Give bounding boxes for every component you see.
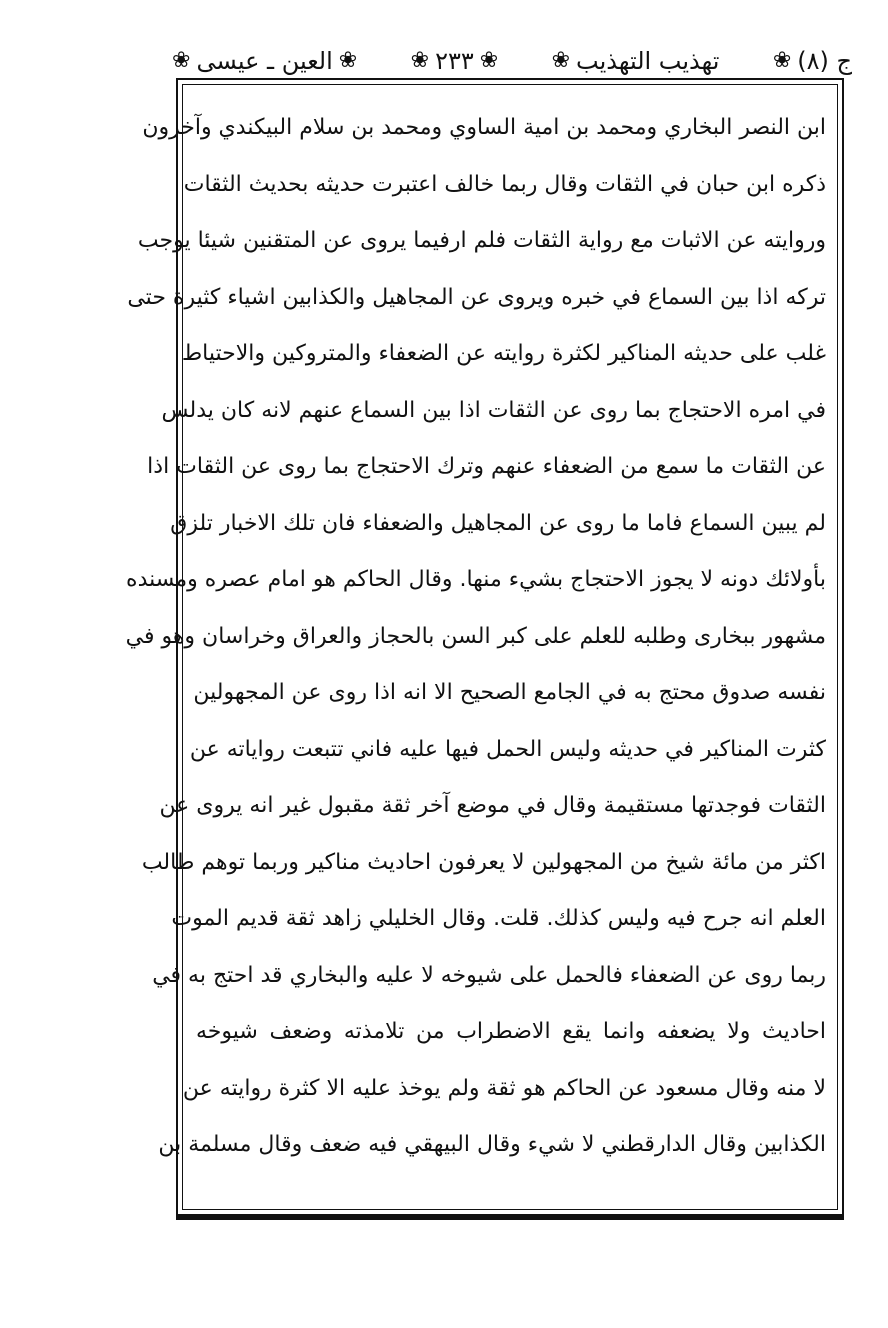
text-line: لا منه وقال مسعود عن الحاكم هو ثقة ولم يوخذ عليه الا كثرة روايته عن bbox=[182, 1075, 826, 1101]
text-line: العلم انه جرح فيه وليس كذلك. قلت. وقال الخليلي زاهد ثقة قديم الموت bbox=[171, 906, 826, 931]
text-line: لم يبين السماع فاما ما روى عن المجاهيل والضعفاء فان تلك الاخبار تلزق bbox=[170, 510, 826, 536]
volume-number: ج (٨) bbox=[797, 47, 852, 75]
text-line: غلب على حديثه المناكير لكثرة روايته عن الضعفاء والمتروكين والاحتياط bbox=[181, 341, 826, 366]
text-line: مشهور ببخارى وطلبه للعلم على كبر السن بالحجاز والعراق وخراسان وهو في bbox=[125, 623, 826, 649]
book-title: تهذيب التهذيب bbox=[576, 47, 720, 75]
text-line: في امره الاحتجاج بما روى عن الثقات اذا بين السماع عنهم لانه كان يدلس bbox=[161, 397, 826, 423]
ornament-icon: ❀ bbox=[338, 48, 358, 73]
section-title: العين ـ عيسى bbox=[196, 47, 333, 75]
text-line: وروايته عن الاثبات مع رواية الثقات فلم ارفيما يروى عن المتقنين شيئا يوجب bbox=[137, 228, 826, 253]
text-line: بأولائك دونه لا يجوز الاحتجاج بشيء منها. وقال الحاكم هو امام عصره ومسنده bbox=[126, 567, 826, 592]
text-line: كثرت المناكير في حديثه وليس الحمل فيها عليه فاني تتبعت رواياته عن bbox=[189, 736, 826, 762]
header-volume-group bbox=[773, 47, 852, 75]
text-line: عن الثقات ما سمع من الضعفاء عنهم وترك الاحتجاج بما روى عن الثقات اذا bbox=[147, 454, 826, 479]
ornament-icon: ❀ bbox=[410, 48, 430, 73]
ornament-icon: ❀ bbox=[479, 48, 499, 73]
text-line: اكثر من مائة شيخ من المجهولين لا يعرفون احاديث مناكير وربما توهم طالب bbox=[141, 849, 826, 875]
text-line: الثقات فوجدتها مستقيمة وقال في موضع آخر ثقة مقبول غير انه يروى عن bbox=[159, 793, 826, 818]
text-line: ذكره ابن حبان في الثقات وقال ربما خالف اعتبرت حديثه بحديث الثقات bbox=[183, 171, 826, 197]
page-number: ٢٣٣ bbox=[435, 47, 474, 75]
bottom-rule bbox=[176, 1216, 844, 1220]
ornament-icon: ❀ bbox=[772, 48, 792, 73]
header-section-group bbox=[172, 47, 357, 75]
text-line: احاديث ولا يضعفه وانما يقع الاضطراب من تلامذته وضعف شيوخه bbox=[196, 1019, 826, 1044]
text-line: ابن النصر البخاري ومحمد بن امية الساوي ومحمد بن سلام البيكندي وآخرون bbox=[142, 115, 826, 140]
text-line: تركه اذا بين السماع في خبره ويروى عن المجاهيل والكذابين اشياء كثيرة حتى bbox=[127, 284, 826, 310]
ornament-icon: ❀ bbox=[172, 48, 191, 73]
text-line: ربما روى عن الضعفاء فالحمل على شيوخه لا عليه والبخاري قد احتج به في bbox=[152, 962, 826, 988]
header-book-group bbox=[552, 47, 720, 75]
text-line: نفسه صدوق محتج به في الجامع الصحيح الا انه اذا روى عن المجهولين bbox=[193, 680, 826, 705]
ornament-icon: ❀ bbox=[551, 48, 571, 73]
text-line: الكذابين وقال الدارقطني لا شيء وقال البيهقي فيه ضعف وقال مسلمة بن bbox=[158, 1132, 826, 1157]
header-page-group bbox=[411, 47, 499, 75]
body-text bbox=[125, 100, 826, 1174]
